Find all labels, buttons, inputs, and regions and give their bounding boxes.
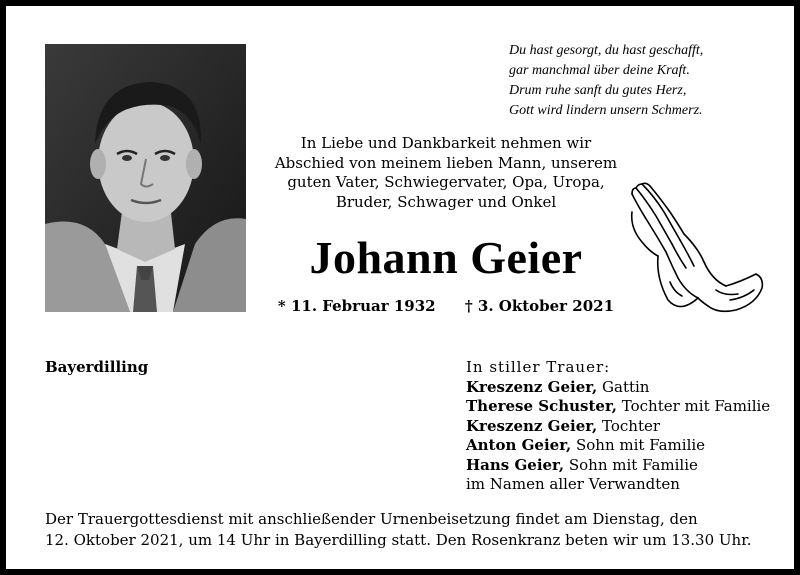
mourner-entry: [466, 436, 786, 456]
poem-line: Gott wird lindern unsern Schmerz.: [509, 103, 703, 118]
service-line: Der Trauergottesdienst mit anschließender Urnenbeisetzung findet am Dienstag, den: [45, 510, 698, 528]
mourner-relation: Sohn mit Familie: [564, 455, 698, 474]
poem-line: Du hast gesorgt, du hast geschafft,: [509, 43, 704, 58]
deceased-name: Johann Geier: [309, 232, 583, 283]
mourner-name: Hans Geier,: [466, 455, 565, 474]
life-dates: [261, 296, 631, 316]
intro-line: In Liebe und Dankbarkeit nehmen wir: [300, 134, 592, 152]
service-line: 12. Oktober 2021, um 14 Uhr in Bayerdilling statt. Den Rosenkranz beten wir um 13.30 Uhr.: [45, 531, 752, 549]
mourners-list: [466, 358, 786, 495]
death-date: † 3. Oktober 2021: [464, 297, 615, 315]
mourner-name: Kreszenz Geier,: [466, 416, 598, 435]
mourner-relation: Gattin: [597, 377, 650, 396]
intro-line: Bruder, Schwager und Onkel: [335, 192, 557, 211]
poem-line: gar manchmal über deine Kraft.: [509, 63, 690, 78]
mourner-entry: [466, 397, 786, 417]
poem: [509, 41, 769, 121]
mourner-entry: [466, 456, 786, 476]
mourner-entry: [466, 417, 786, 437]
praying-hands-icon: [628, 182, 768, 318]
intro-text: [261, 134, 631, 212]
mourner-relation: Tochter mit Familie: [617, 397, 771, 415]
intro-line: Abschied von meinem lieben Mann, unserem: [274, 153, 618, 172]
mourner-relation: Tochter: [597, 416, 661, 435]
mourner-name: Therese Schuster,: [466, 397, 617, 415]
mourners-closing: im Namen aller Verwandten: [466, 475, 680, 493]
place-name: Bayerdilling: [45, 358, 149, 376]
mourner-name: Anton Geier,: [466, 436, 572, 454]
intro-line: guten Vater, Schwiegervater, Opa, Uropa,: [287, 173, 605, 191]
mourner-relation: Sohn mit Familie: [571, 436, 706, 454]
birth-date: * 11. Februar 1932: [277, 297, 436, 315]
poem-line: Drum ruhe sanft du gutes Herz,: [509, 83, 687, 98]
mourner-entry: [466, 378, 786, 398]
service-info: [45, 509, 775, 551]
portrait-drawing: [45, 44, 246, 312]
portrait-photo: [45, 44, 246, 312]
mourners-heading: In stiller Trauer:: [466, 358, 611, 376]
mourner-name: Kreszenz Geier,: [466, 377, 598, 396]
